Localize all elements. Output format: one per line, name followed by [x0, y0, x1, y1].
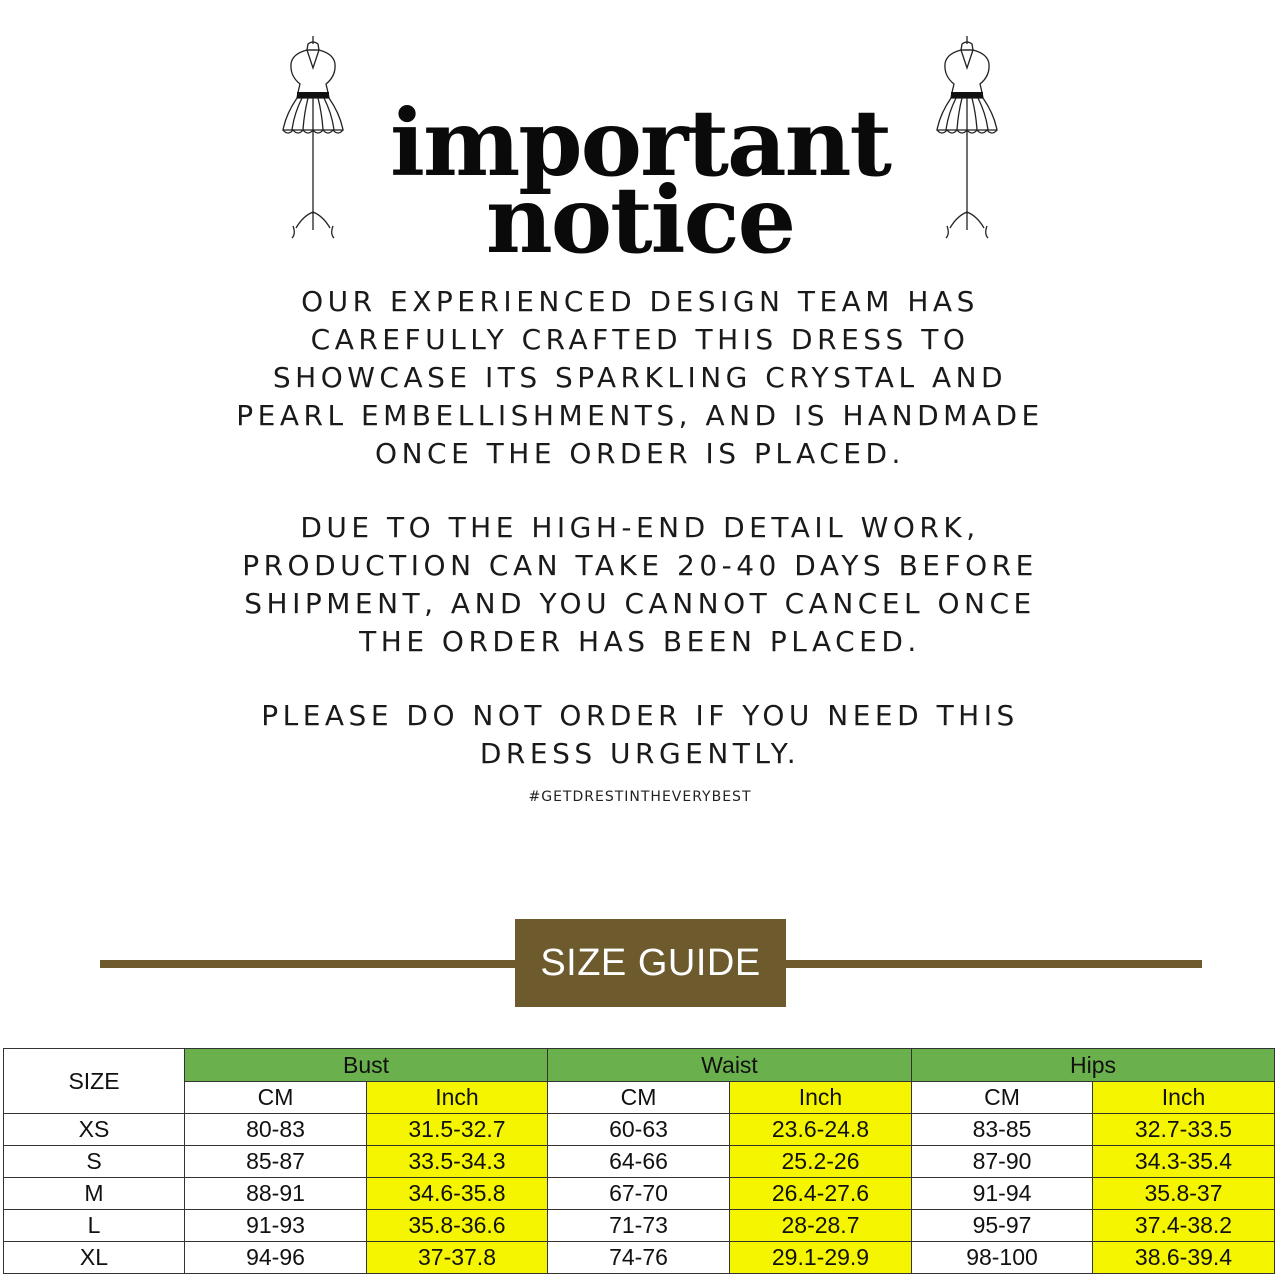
paragraph-line: CAREFULLY CRAFTED THIS DRESS TO: [310, 323, 970, 356]
notice-paragraph-handmade: [0, 283, 1280, 473]
waist-inch-cell: 28-28.7: [730, 1210, 912, 1242]
bust-cm-cell: 94-96: [185, 1242, 367, 1274]
notice-paragraph-urgent-warning: [0, 697, 1280, 773]
hips-cm-cell: 87-90: [912, 1146, 1093, 1178]
bust-cm-cell: 80-83: [185, 1114, 367, 1146]
table-header-row-groups: [4, 1049, 1275, 1082]
notice-paragraph-production-time: [0, 509, 1280, 661]
waist-cm-cell: 74-76: [548, 1242, 730, 1274]
bust-cm-cell: 88-91: [185, 1178, 367, 1210]
waist-cm-cell: 64-66: [548, 1146, 730, 1178]
paragraph-line: THE ORDER HAS BEEN PLACED.: [359, 625, 921, 658]
size-column-header: SIZE: [4, 1049, 185, 1114]
size-guide-label: SIZE GUIDE: [515, 919, 786, 1007]
hips-inch-header: Inch: [1093, 1082, 1275, 1114]
hips-cm-cell: 95-97: [912, 1210, 1093, 1242]
notice-headline-line2: notice: [485, 166, 795, 274]
waist-inch-cell: 29.1-29.9: [730, 1242, 912, 1274]
bust-inch-cell: 31.5-32.7: [367, 1114, 548, 1146]
bust-cm-cell: 85-87: [185, 1146, 367, 1178]
hips-inch-cell: 35.8-37: [1093, 1178, 1275, 1210]
waist-inch-cell: 25.2-26: [730, 1146, 912, 1178]
size-cell: XS: [4, 1114, 185, 1146]
hips-group-header: Hips: [912, 1049, 1275, 1082]
waist-inch-cell: 23.6-24.8: [730, 1114, 912, 1146]
table-row: [4, 1178, 1275, 1210]
notice-headline-line1: important: [390, 89, 890, 197]
waist-cm-cell: 67-70: [548, 1178, 730, 1210]
table-row: [4, 1210, 1275, 1242]
hips-inch-cell: 38.6-39.4: [1093, 1242, 1275, 1274]
waist-inch-cell: 26.4-27.6: [730, 1178, 912, 1210]
hips-cm-cell: 83-85: [912, 1114, 1093, 1146]
hips-cm-cell: 98-100: [912, 1242, 1093, 1274]
size-cell: XL: [4, 1242, 185, 1274]
size-cell: M: [4, 1178, 185, 1210]
table-header-row-units: [4, 1082, 1275, 1114]
bust-cm-header: CM: [185, 1082, 367, 1114]
bust-cm-cell: 91-93: [185, 1210, 367, 1242]
bust-inch-header: Inch: [367, 1082, 548, 1114]
hips-cm-header: CM: [912, 1082, 1093, 1114]
paragraph-line: SHIPMENT, AND YOU CANNOT CANCEL ONCE: [244, 587, 1036, 620]
paragraph-line: DRESS URGENTLY.: [479, 737, 801, 770]
waist-cm-cell: 71-73: [548, 1210, 730, 1242]
size-cell: L: [4, 1210, 185, 1242]
table-row: [4, 1146, 1275, 1178]
table-row: [4, 1242, 1275, 1274]
bust-inch-cell: 33.5-34.3: [367, 1146, 548, 1178]
paragraph-line: PRODUCTION CAN TAKE 20-40 DAYS BEFORE: [242, 549, 1038, 582]
bust-inch-cell: 35.8-36.6: [367, 1210, 548, 1242]
waist-cm-header: CM: [548, 1082, 730, 1114]
bust-group-header: Bust: [185, 1049, 548, 1082]
paragraph-line: PEARL EMBELLISHMENTS, AND IS HANDMADE: [236, 399, 1044, 432]
paragraph-line: ONCE THE ORDER IS PLACED.: [375, 437, 905, 470]
bust-inch-cell: 34.6-35.8: [367, 1178, 548, 1210]
hips-inch-cell: 34.3-35.4: [1093, 1146, 1275, 1178]
hips-inch-cell: 32.7-33.5: [1093, 1114, 1275, 1146]
paragraph-line: OUR EXPERIENCED DESIGN TEAM HAS: [301, 285, 979, 318]
paragraph-line: DUE TO THE HIGH-END DETAIL WORK,: [300, 511, 980, 544]
paragraph-line: PLEASE DO NOT ORDER IF YOU NEED THIS: [261, 699, 1019, 732]
bust-inch-cell: 37-37.8: [367, 1242, 548, 1274]
hips-inch-cell: 37.4-38.2: [1093, 1210, 1275, 1242]
size-chart-table: [3, 1048, 1275, 1274]
hips-cm-cell: 91-94: [912, 1178, 1093, 1210]
brand-hashtag: #GETDRESTINTHEVERYBEST: [528, 789, 752, 805]
paragraph-line: SHOWCASE ITS SPARKLING CRYSTAL AND: [272, 361, 1008, 394]
table-row: [4, 1114, 1275, 1146]
size-cell: S: [4, 1146, 185, 1178]
waist-cm-cell: 60-63: [548, 1114, 730, 1146]
waist-group-header: Waist: [548, 1049, 912, 1082]
waist-inch-header: Inch: [730, 1082, 912, 1114]
